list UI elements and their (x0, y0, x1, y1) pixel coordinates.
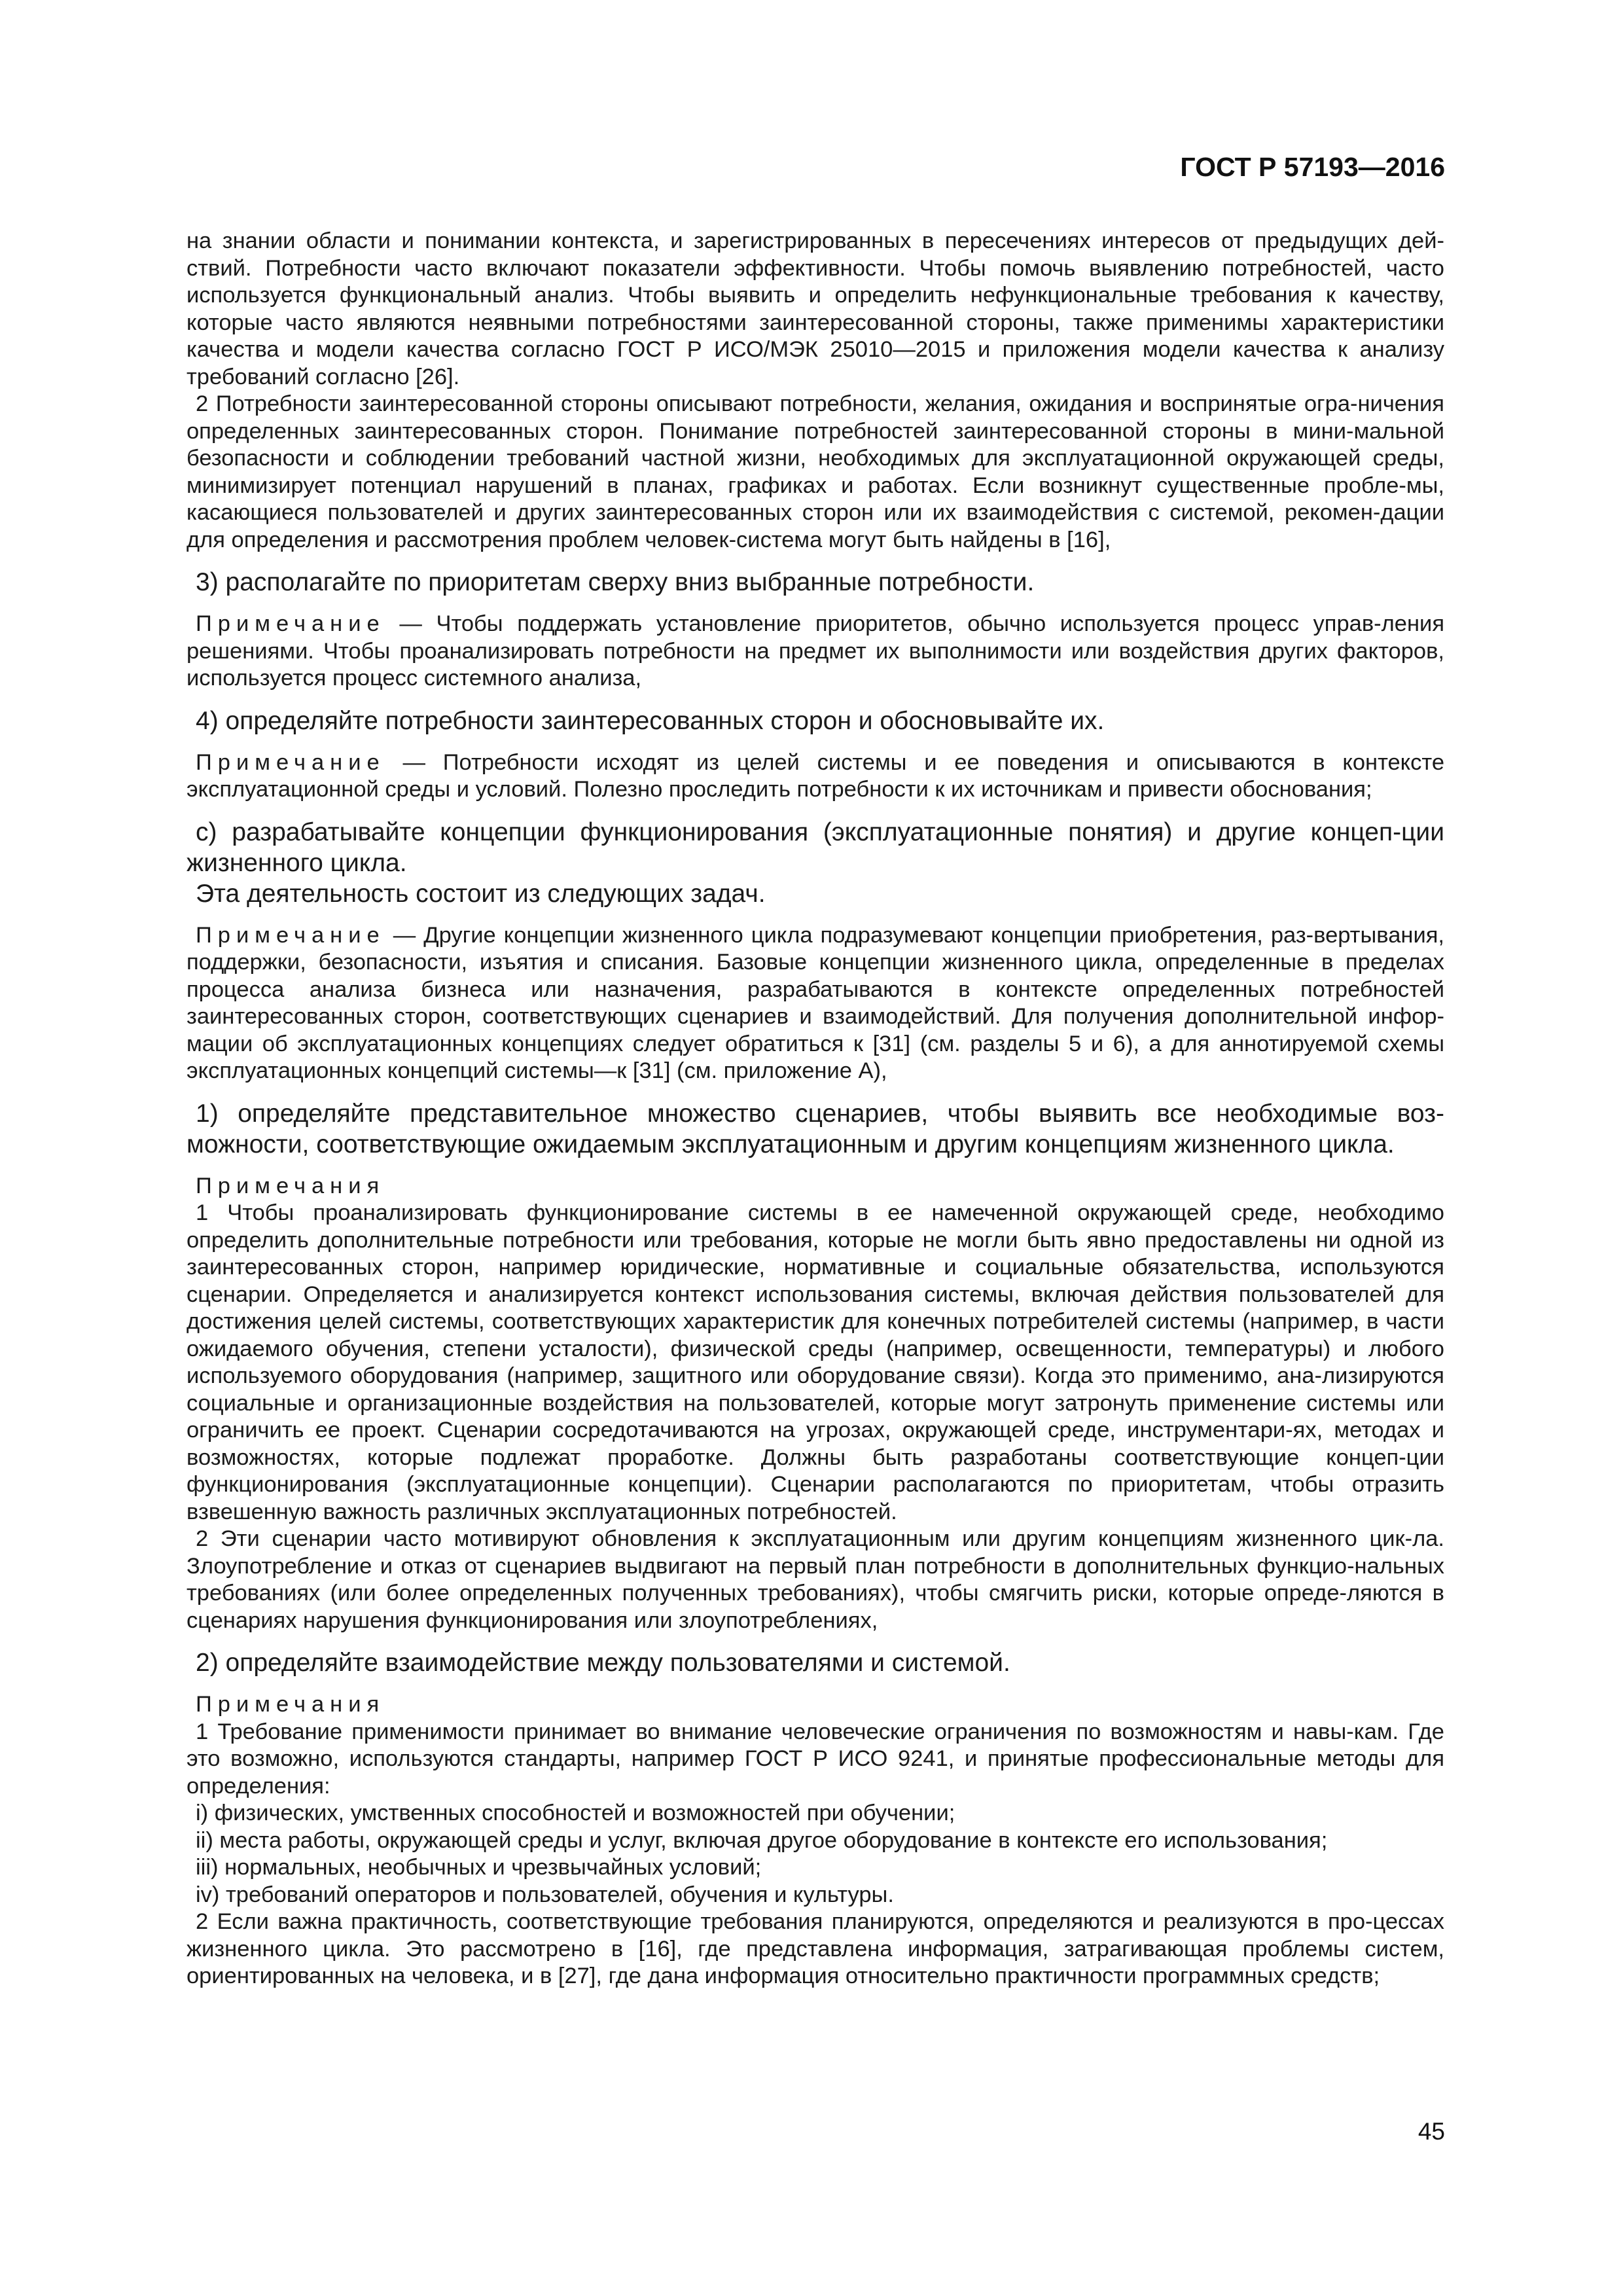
note-label: Примечание (196, 749, 385, 775)
note-c1-2: 2 Эти сценарии часто мотивируют обновления к эксплуатационным или другим концепциям жизненного цик-ла. Злоупотребление и отказ от сценариев выдвигают на первый план потребности в дополнительных функцио-нальных требованиях (или более определенных полученных требованиях), чтобы смягчить риски, которые опреде-ляются в сценариях нарушения функционирования или злоупотреблениях, (187, 1526, 1444, 1633)
note-item-3 (187, 611, 1444, 692)
note-c1-1: 1 Чтобы проанализировать функционирование системы в ее намеченной окружающей среде, необходимо определить дополнительные потребности или требования, которые не могли быть явно предоставлены ни одной из заинтересованных сторон, например юридические, нормативные и социальные обязательства, используются сценарии. Определяется и анализируется контекст использования системы, включая действия пользователей для достижения целей системы, соответствующих характеристик для конечных потребителей системы (например, в части ожидаемого обучения, степени усталости), физической среды (например, освещенности, температуры) и любого используемого оборудования (например, защитного или оборудование связи). Когда это применимо, ана-лизируются социальные и организационные воздействия на пользователей, которые могут затронуть применение системы или ограничить ее проект. Сценарии сосредотачиваются на угрозах, окружающей среде, инструментари-ях, методах и возможностях, которые подлежат проработке. Должны быть разработаны соответствующие концеп-ции функционирования (эксплуатационные концепции). Сценарии располагаются по приоритетам, чтобы отразить взвешенную важность различных эксплуатационных потребностей. (187, 1200, 1444, 1524)
notes-label: Примечания (196, 1692, 385, 1717)
page-number: 45 (1418, 2118, 1445, 2145)
list-item: iii) нормальных, необычных и чрезвычайных условий; (196, 1855, 762, 1880)
page-body (187, 228, 1444, 1990)
activity-intro: Эта деятельность состоит из следующих задач. (196, 879, 766, 908)
notes-label: Примечания (196, 1173, 385, 1198)
note-text: — Потребности исходят из целей системы и ее поведения и описываются в контексте эксплуатационной среды и условий. Полезно проследить потребности к их источникам и привести обоснования; (187, 749, 1444, 802)
note-item-4 (187, 749, 1444, 804)
note-stakeholder-needs: 2 Потребности заинтересованной стороны описывают потребности, желания, ожидания и воспринятые огра-ничения определенных заинтересованных сторон. Понимание потребностей заинтересованной стороны в мини-мальной безопасности и соблюдении требований частной жизни, необходимых для эксплуатационной окружающей среды, минимизирует потенциал нарушений в планах, графиках и работах. Если возникнут существенные пробле-мы, касающиеся пользователей и других заинтересованных сторон или их взаимодействия с системой, рекомен-дации для определения и рассмотрения проблем человек-система могут быть найдены в [16], (187, 391, 1444, 552)
standard-id-header: ГОСТ Р 57193—2016 (1180, 152, 1445, 182)
activity-item-c: с) разрабатывайте концепции функционирования (эксплуатационные понятия) и другие концеп-ции жизненного цикла. (187, 817, 1444, 877)
note-label: Примечание (196, 922, 385, 948)
paragraph-continuation: на знании области и понимании контекста, и зарегистрированных в пересечениях интересов от предыдущих дей-ствий. Потребности часто включают показатели эффективности. Чтобы помочь выявлению потребностей, часто используется функциональный анализ. Чтобы выявить и определить нефункциональные требования к качеству, которые часто являются неявными потребностями заинтересованной стороны, также применимы характеристики качества и модели качества согласно ГОСТ Р ИСО/МЭК 25010—2015 и приложения модели качества к анализу требований согласно [26]. (187, 228, 1444, 389)
task-item-c2: 2) определяйте взаимодействие между пользователями и системой. (196, 1649, 1010, 1677)
note-text: — Другие концепции жизненного цикла подразумевают концепции приобретения, раз-вертывания, поддержки, безопасности, изъятия и списания. Базовые концепции жизненного цикла, определенные в пределах процесса анализа бизнеса или назначения, разрабатываются в контексте определенных потребностей заинтересованных сторон, соответствующих сценариев и взаимодействий. Для получения дополнительной инфор-мации об эксплуатационных концепциях следует обратиться к [31] (см. разделы 5 и 6), а для аннотируемой схемы эксплуатационных концепций системы—к [31] (см. приложение А), (187, 922, 1444, 1083)
list-item: i) физических, умственных способностей и возможностей при обучении; (196, 1801, 955, 1825)
note-c2-2: 2 Если важна практичность, соответствующие требования планируются, определяются и реализуются в про-цессах жизненного цикла. Это рассмотрено в [16], где представлена информация, затрагивающая проблемы систем, ориентированных на человека, и в [27], где дана информация относительно практичности программных средств; (187, 1909, 1444, 1988)
task-item-c1: 1) определяйте представительное множество сценариев, чтобы выявить все необходимые воз-можности, соответствующие ожидаемым эксплуатационным и другим концепциям жизненного цикла. (187, 1099, 1444, 1158)
note-label: Примечание (196, 611, 385, 636)
task-item-3: 3) располагайте по приоритетам сверху вниз выбранные потребности. (196, 568, 1035, 596)
note-text: — Чтобы поддержать установление приоритетов, обычно используется процесс управ-ления решениями. Чтобы проанализировать потребности на предмет их выполнимости или воздействия других факторов, используется процесс системного анализа, (187, 611, 1444, 691)
task-item-4: 4) определяйте потребности заинтересованных сторон и обосновывайте их. (196, 706, 1105, 735)
note-c2-1: 1 Требование применимости принимает во внимание человеческие ограничения по возможностям и навы-кам. Где это возможно, используются стандарты, например ГОСТ Р ИСО 9241, и принятые профессиональные методы для определения: (187, 1719, 1444, 1799)
note-item-c (187, 922, 1444, 1085)
list-item: iv) требований операторов и пользователей, обучения и культуры. (196, 1882, 894, 1907)
list-item: ii) места работы, окружающей среды и услуг, включая другое оборудование в контексте его использования; (196, 1827, 1328, 1853)
